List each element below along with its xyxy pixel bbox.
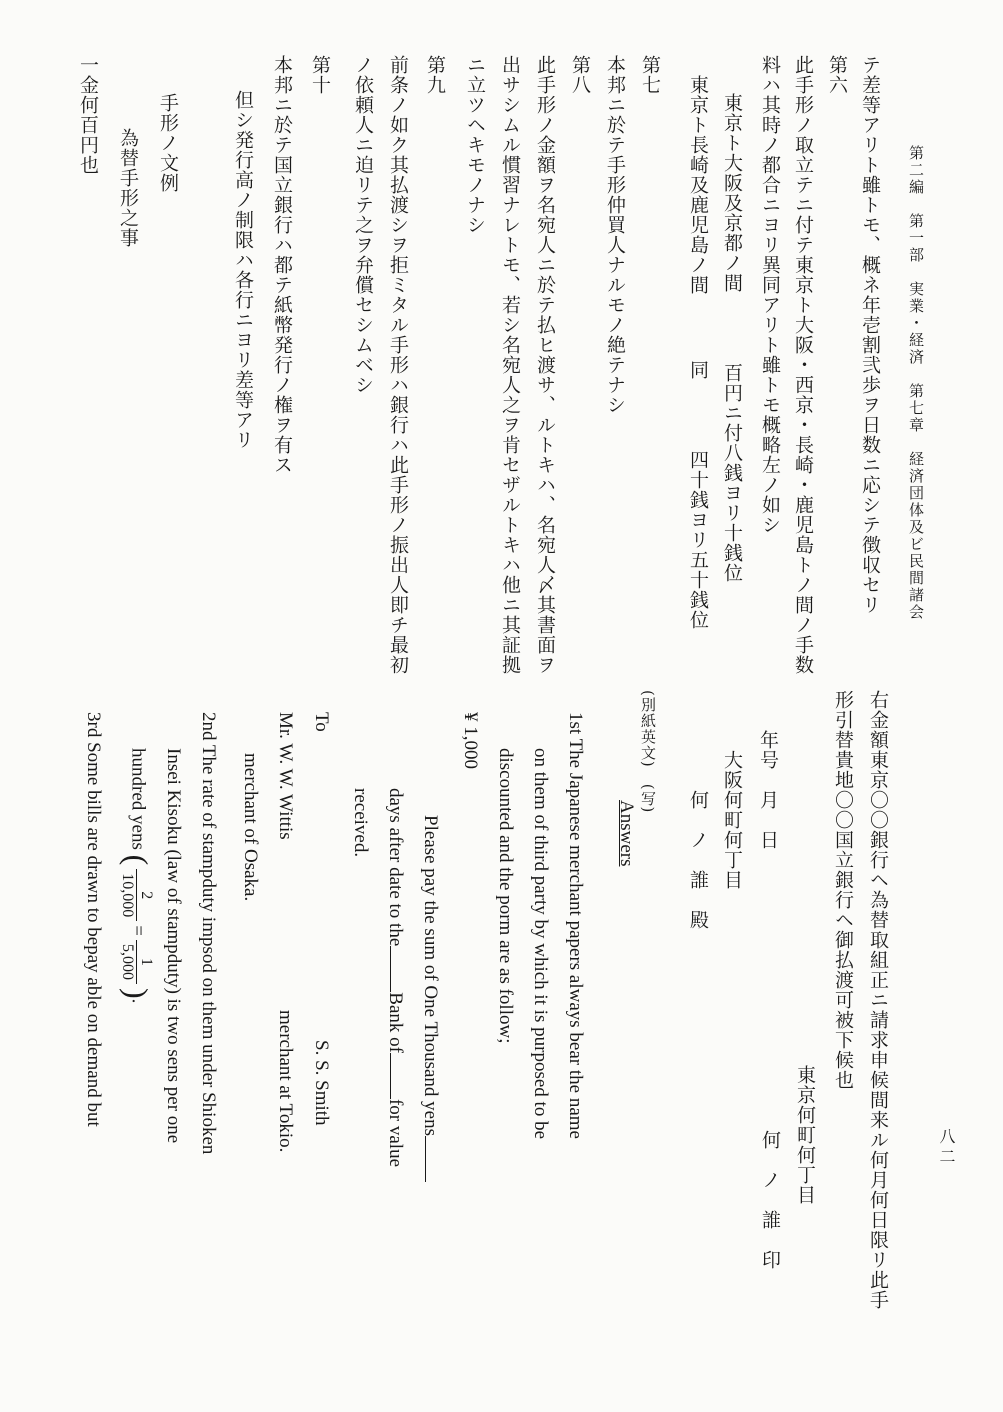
- blank-line: [425, 1136, 440, 1182]
- example-heading: 手形ノ文例: [157, 93, 179, 193]
- english-line: received.: [350, 788, 371, 858]
- text-column: ノ依頼人ニ迫リテ之ヲ弁償セシムベシ: [352, 55, 374, 395]
- text-column: 右金額東京〇〇銀行ヘ為替取組正ニ請求申候間来ル何月何日限リ此手: [867, 690, 889, 1310]
- bill-text: Please pay the sum of One Thousand yens: [420, 815, 441, 1137]
- text-column: 此手形ノ金額ヲ名宛人ニ於テ払ヒ渡サ、ルトキハ、名宛人〆其書面ヲ: [534, 55, 556, 675]
- example-amount: 一金何百円也: [77, 55, 99, 175]
- signer-name: S. S. Smith: [311, 1040, 332, 1126]
- fraction: 2 10,000: [119, 869, 155, 921]
- blank-line: [390, 1053, 405, 1099]
- copy-note: (別紙英文) (写): [639, 690, 657, 814]
- example-title: 為替手形之事: [117, 128, 139, 248]
- section-heading: 第八: [569, 55, 591, 95]
- section-heading: 第九: [424, 55, 446, 95]
- english-line: [421, 815, 440, 1182]
- fee-route: 東京ト長崎及鹿児島ノ間: [687, 75, 709, 295]
- signer-desc: merchant at Tokio.: [275, 1010, 296, 1153]
- fee-amount: 百円ニ付八銭ヨリ十銭位: [721, 363, 743, 583]
- paren-open: (: [118, 854, 155, 866]
- paren-close: ): [118, 987, 155, 999]
- english-line: 1st The Japanese merchant papers always bear the name: [565, 712, 586, 1139]
- text-column: 形引替貴地〇〇国立銀行ヘ御払渡可被下候也: [832, 690, 854, 1090]
- date-line: 年号 月 日: [757, 730, 779, 850]
- text-column: 料ハ其時ノ都合ニヨリ異同アリト雖トモ概略左ノ如シ: [759, 55, 781, 535]
- english-line: Insei Kisoku (law of stampduty) is two sens per one: [163, 748, 184, 1144]
- english-line: on them of third party by which it is purposed to be: [530, 748, 551, 1140]
- fee-route: 東京ト大阪及京都ノ間: [721, 93, 743, 293]
- text-column: 出サシムル慣習ナレトモ、若シ名宛人之ヲ肯セザルトキハ他ニ其証拠: [499, 55, 521, 675]
- text-column: 但シ発行高ノ制限ハ各行ニヨリ差等アリ: [232, 90, 254, 450]
- bill-amount: ¥ 1,000: [460, 712, 481, 769]
- text-column: ニ立ツヘキモノナシ: [464, 55, 486, 235]
- to-label: To: [311, 712, 332, 732]
- bill-text: hundred yens: [127, 748, 149, 850]
- fee-amount: 四十銭ヨリ五十銭位: [687, 450, 709, 630]
- addressee-desc: merchant of Osaka.: [240, 753, 261, 902]
- section-heading: 第六: [826, 55, 848, 95]
- text-column: 本邦ニ於テ手形仲買人ナルモノ絶テナシ: [604, 55, 626, 415]
- bill-text: Bank of: [385, 992, 406, 1053]
- english-line: [386, 788, 405, 1167]
- text-column: 前条ノ如ク其払渡シヲ拒ミタル手形ハ銀行ハ此手形ノ振出人即チ最初: [387, 55, 409, 675]
- text-column: 本邦ニ於テ国立銀行ハ都テ紙幣発行ノ権ヲ有ス: [271, 55, 293, 475]
- text-column: 此手形ノ取立テニ付テ東京ト大阪・西京・長崎・鹿児島トノ間ノ手数: [792, 55, 814, 675]
- english-line: discounted and the porm are as follow;: [495, 748, 516, 1044]
- recipient-name: 何 ノ 誰 殿: [687, 790, 709, 930]
- fraction: 1 5,000: [119, 940, 155, 984]
- answers-heading: Answers: [616, 800, 637, 867]
- equals-sign: =: [127, 925, 149, 936]
- fee-ditto: 同: [687, 360, 709, 380]
- section-heading: 第十: [309, 55, 331, 95]
- bill-text: days after date to the: [385, 788, 406, 947]
- bill-text: for value: [385, 1098, 406, 1168]
- addressee-name: Mr. W. W. Wittis: [275, 712, 296, 840]
- section-heading: 第七: [639, 55, 661, 95]
- blank-line: [390, 946, 405, 992]
- recipient-address: 大阪何町何丁目: [721, 750, 743, 890]
- english-line: [119, 748, 155, 1003]
- running-header: 第二編 第一部 実業・経済 第七章 経済団体及ビ民間諸会: [907, 145, 925, 621]
- english-line: 3rd Some bills are drawn to bepay able on demand but: [83, 712, 104, 1127]
- english-line: 2nd The rate of stampduty impsod on them under Shioken: [198, 712, 219, 1155]
- bill-text: .: [127, 998, 149, 1004]
- page-number: 八二: [937, 1128, 956, 1168]
- sender-address: 東京何町何丁目: [794, 1065, 816, 1205]
- sender-seal: 何 ノ 誰 印: [759, 1130, 781, 1270]
- text-column: テ差等アリト雖トモ、概ネ年壱割弐歩ヲ日数ニ応シテ徴収セリ: [859, 55, 881, 615]
